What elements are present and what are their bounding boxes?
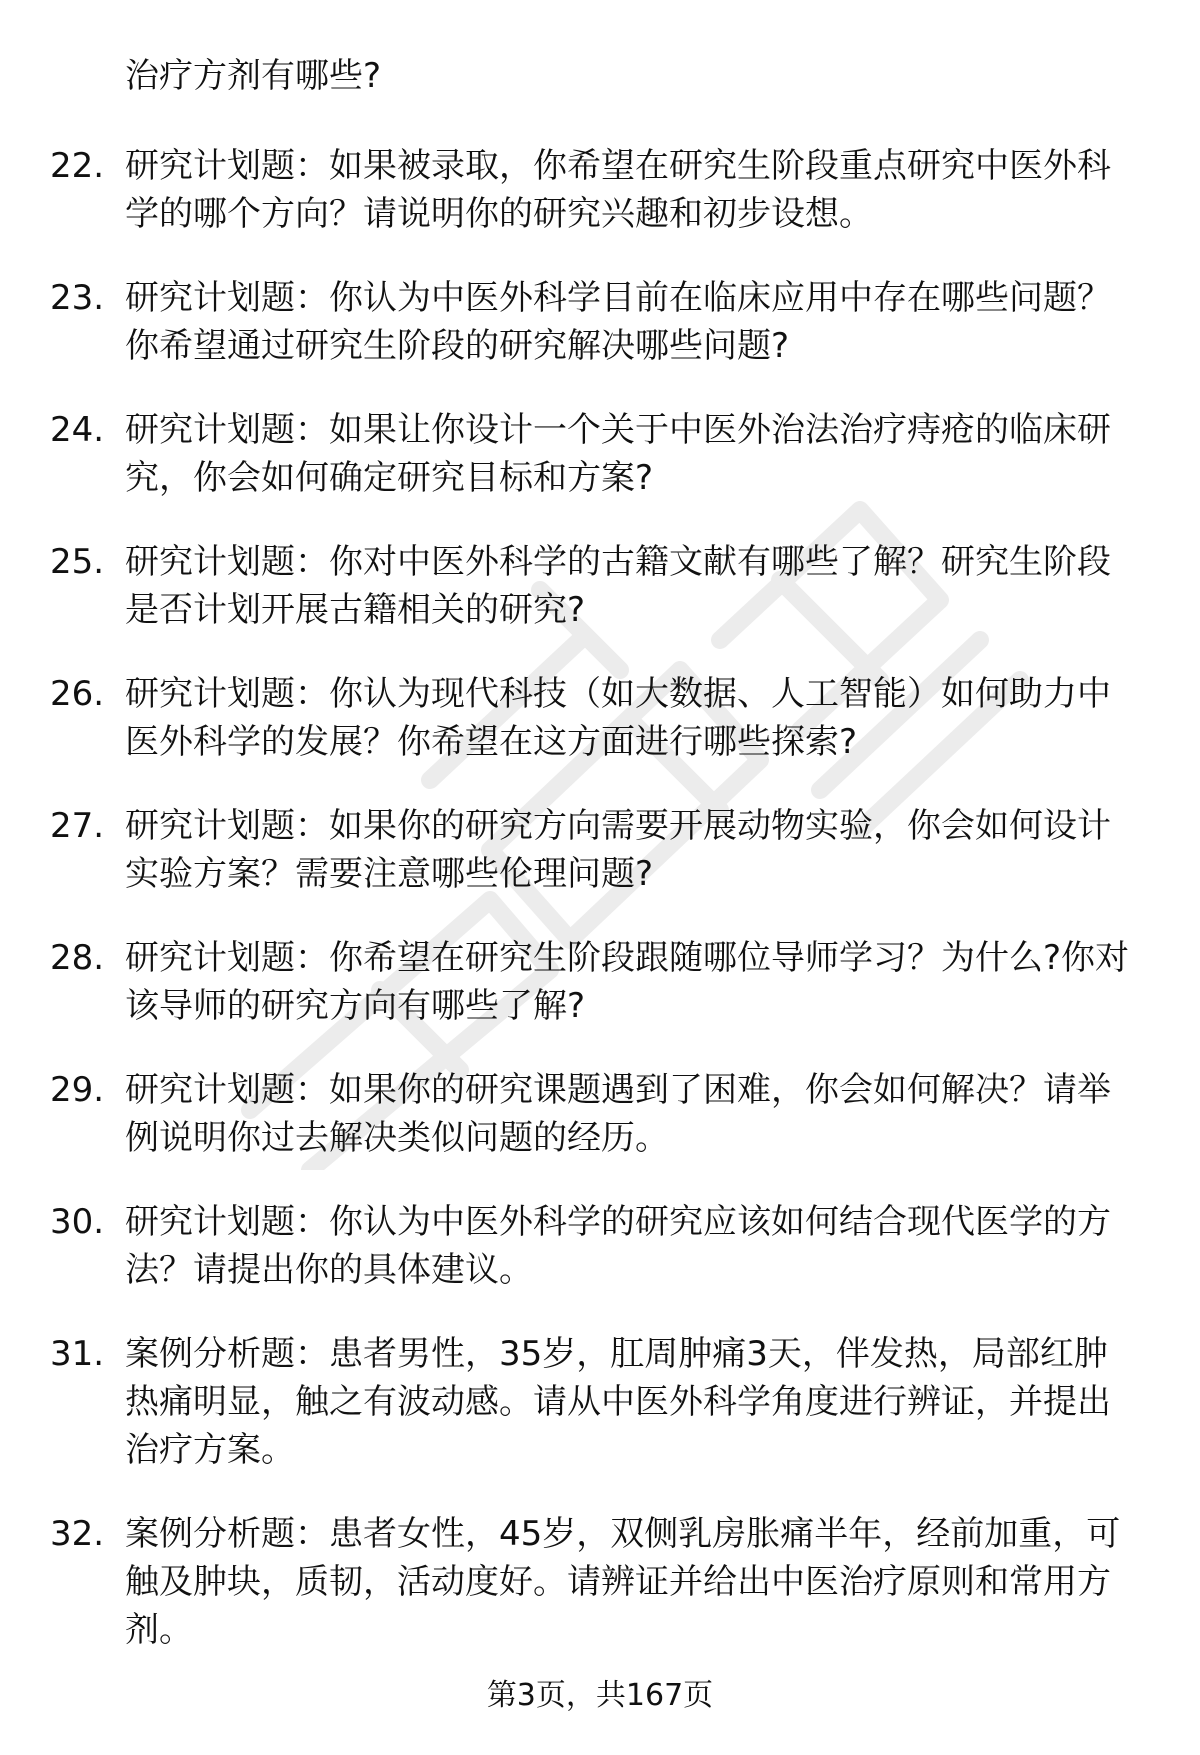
question-list [50,52,1150,1690]
page-number-footer: 第3页，共167页 [486,1678,714,1713]
question-number: 23. [50,278,105,318]
question-number: 29. [50,1070,105,1110]
continued-question-text: 治疗方剂有哪些? [125,56,382,96]
question-text: 研究计划题：如果让你设计一个关于中医外治法治疗痔疮的临床研究，你会如何确定研究目标和方案? [125,410,1111,498]
question-text: 研究计划题：你对中医外科学的古籍文献有哪些了解？研究生阶段是否计划开展古籍相关的研究? [125,542,1111,630]
question-text: 研究计划题：如果你的研究课题遇到了困难，你会如何解决？请举例说明你过去解决类似问题的经历。 [125,1070,1111,1158]
question-number: 30. [50,1202,105,1242]
list-item [50,1330,1150,1474]
question-text: 案例分析题：患者女性，45岁，双侧乳房胀痛半年，经前加重，可触及肿块，质韧，活动度好。请辨证并给出中医治疗原则和常用方剂。 [125,1514,1121,1650]
question-number: 31. [50,1334,105,1374]
question-text: 研究计划题：你认为中医外科学目前在临床应用中存在哪些问题？你希望通过研究生阶段的研究解决哪些问题? [125,278,1111,366]
question-text: 研究计划题：你希望在研究生阶段跟随哪位导师学习？为什么?你对该导师的研究方向有哪些了解? [125,938,1130,1026]
list-item [50,406,1150,502]
list-item [50,1066,1150,1162]
question-text: 研究计划题：你认为现代科技（如大数据、人工智能）如何助力中医外科学的发展？你希望在这方面进行哪些探索? [125,674,1111,762]
question-number: 26. [50,674,105,714]
list-item [50,538,1150,634]
question-number: 22. [50,146,105,186]
question-number: 24. [50,410,105,450]
question-number: 28. [50,938,105,978]
question-text: 研究计划题：你认为中医外科学的研究应该如何结合现代医学的方法？请提出你的具体建议。 [125,1202,1111,1290]
question-number: 27. [50,806,105,846]
question-number: 25. [50,542,105,582]
list-item [50,1198,1150,1294]
question-text: 研究计划题：如果你的研究方向需要开展动物实验，你会如何设计实验方案？需要注意哪些伦理问题? [125,806,1111,894]
list-item [50,670,1150,766]
question-number: 32. [50,1514,105,1554]
list-item [50,934,1150,1030]
list-item [50,142,1150,238]
question-text: 案例分析题：患者男性，35岁，肛周肿痛3天，伴发热，局部红肿热痛明显，触之有波动感。请从中医外科学角度进行辨证，并提出治疗方案。 [125,1334,1111,1470]
list-item [50,274,1150,370]
list-item [50,802,1150,898]
list-item [50,1510,1150,1654]
question-text: 研究计划题：如果被录取，你希望在研究生阶段重点研究中医外科学的哪个方向？请说明你的研究兴趣和初步设想。 [125,146,1111,234]
